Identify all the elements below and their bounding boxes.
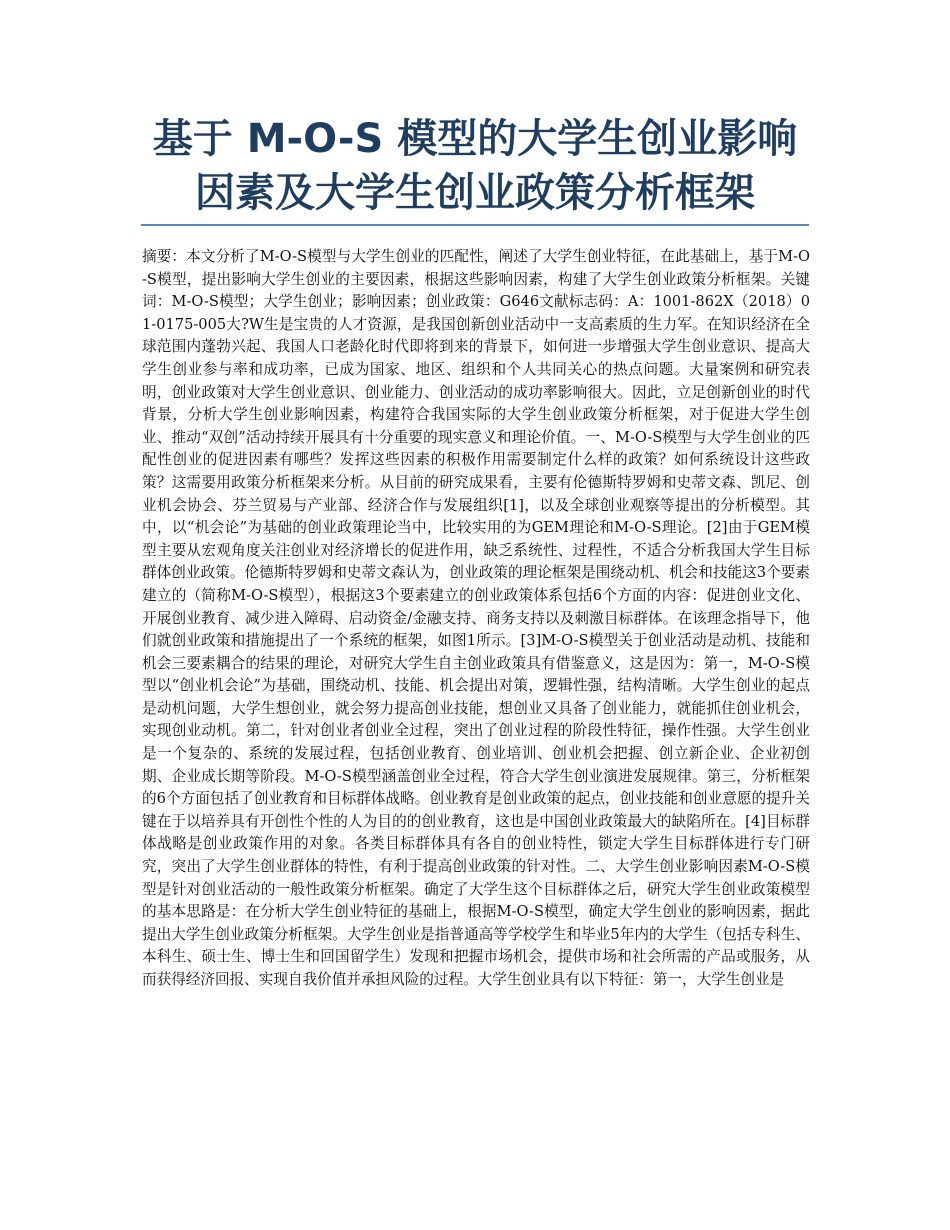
title-divider — [141, 224, 809, 226]
body-paragraph: 摘要：本文分析了M-O-S模型与大学生创业的匹配性，阐述了大学生创业特征，在此基础上，基于M-O-S模型，提出影响大学生创业的主要因素，根据这些影响因素，构建了大学生创业政策分析框架。关键词：M-O-S模型；大学生创业；影响因素；创业政策：G646文献标志码：A：1001-862X（2018）01-0175-005大?W生是宝贵的人才资源，是我国创新创业活动中一支高素质的生力军。在知识经济在全球范围内蓬勃兴起、我国人口老龄化时代即将到来的背景下，如何进一步增强大学生创业意识、提高大学生创业参与率和成功率，已成为国家、地区、组织和个人共同关心的热点问题。大量案例和研究表明，创业政策对大学生创业意识、创业能力、创业活动的成功率影响很大。因此，立足创新创业的时代背景，分析大学生创业影响因素，构建符合我国实际的大学生创业政策分析框架，对于促进大学生创业、推动“双创”活动持续开展具有十分重要的现实意义和理论价值。一、M-O-S模型与大学生创业的匹配性创业的促进因素有哪些？发挥这些因素的积极作用需要制定什么样的政策？如何系统设计这些政策？这需要用政策分析框架来分析。从目前的研究成果看，主要有伦德斯特罗姆和史蒂文森、凯尼、创业机会协会、芬兰贸易与产业部、经济合作与发展组织[1]，以及全球创业观察等提出的分析模型。其中，以“机会论”为基础的创业政策理论当中，比较实用的为GEM理论和M-O-S理论。[2]由于GEM模型主要从宏观角度关注创业对经济增长的促进作用，缺乏系统性、过程性，不适合分析我国大学生目标群体创业政策。伦德斯特罗姆和史蒂文森认为，创业政策的理论框架是围绕动机、机会和技能这3个要素建立的（简称M-O-S模型），根据这3个要素建立的创业政策体系包括6个方面的内容：促进创业文化、开展创业教育、减少进入障碍、启动资金/金融支持、商务支持以及刺激目标群体。在该理念指导下，他们就创业政策和措施提出了一个系统的框架，如图1所示。[3]M-O-S模型关于创业活动是动机、技能和机会三要素耦合的结果的理论，对研究大学生自主创业政策具有借鉴意义，这是因为：第一，M-O-S模型以“创业机会论”为基础，围绕动机、技能、机会提出对策，逻辑性强，结构清晰。大学生创业的起点是动机问题，大学生想创业，就会努力提高创业技能，想创业又具备了创业能力，就能抓住创业机会，实现创业动机。第二，针对创业者创业全过程，突出了创业过程的阶段性特征，操作性强。大学生创业是一个复杂的、系统的发展过程，包括创业教育、创业培训、创业机会把握、创立新企业、企业初创期、企业成长期等阶段。M-O-S模型涵盖创业全过程，符合大学生创业演进发展规律。第三，分析框架的6个方面包括了创业教育和目标群体战略。创业教育是创业政策的起点，创业技能和创业意愿的提升关键在于以培养具有开创性个性的人为目的的创业教育，这也是中国创业政策最大的缺陷所在。[4]目标群体战略是创业政策作用的对象。各类目标群体具有各自的创业特性，锁定大学生目标群体进行专门研究，突出了大学生创业群体的特性，有利于提高创业政策的针对性。二、大学生创业影响因素M-O-S模型是针对创业活动的一般性政策分析框架。确定了大学生这个目标群体之后，研究大学生创业政策模型的基本思路是：在分析大学生创业特征的基础上，根据M-O-S模型，确定大学生创业的影响因素，据此提出大学生创业政策分析框架。大学生创业是指普通高等学校学生和毕业5年内的大学生（包括专科生、本科生、硕士生、博士生和回国留学生）发现和把握市场机会，提供市场和社会所需的产品或服务，从而获得经济回报、实现自我价值并承担风险的过程。大学生创业具有以下特征：第一，大学生创业是 — [142, 248, 810, 988]
title-line-2: 因素及大学生创业政策分析框架 — [195, 170, 755, 216]
title-line-1: 基于 M-O-S 模型的大学生创业影响 — [152, 116, 798, 162]
document-title — [130, 112, 820, 220]
